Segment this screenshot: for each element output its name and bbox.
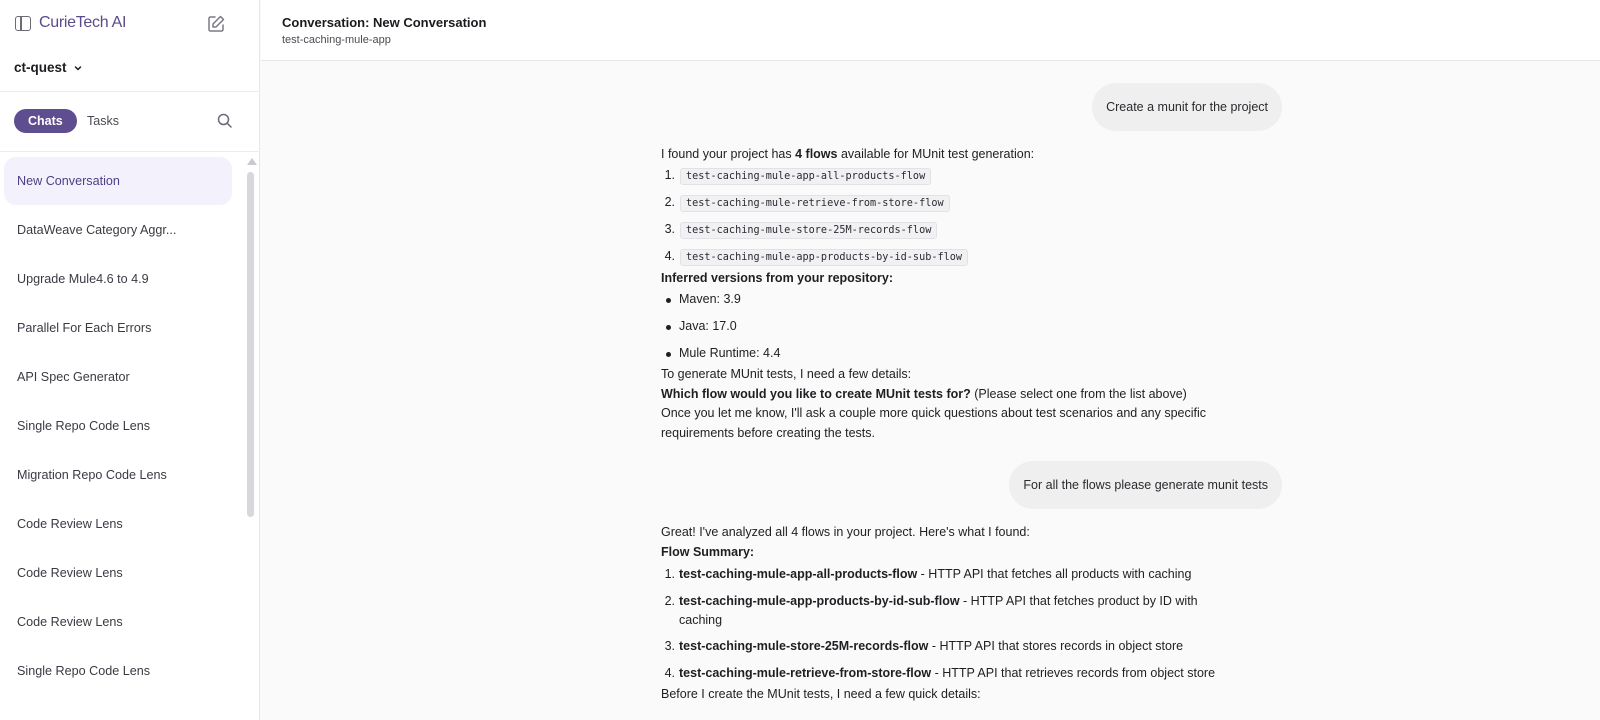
- conversation-item[interactable]: API Spec Generator: [17, 370, 130, 384]
- text: Which flow would you like to create MUnit tests for?: [661, 387, 971, 401]
- conversation-header: [261, 0, 1600, 61]
- scroll-up-arrow-icon[interactable]: [247, 158, 257, 165]
- flow-name: test-caching-mule-retrieve-from-store-flow: [679, 666, 932, 680]
- divider: [0, 151, 260, 152]
- conversation-item[interactable]: Parallel For Each Errors: [17, 321, 152, 335]
- flow-description: caching: [679, 613, 723, 627]
- list-item: Mule Runtime: 4.4: [679, 346, 781, 360]
- list-item: 2. test-caching-mule-app-products-by-id-sub-flow - HTTP API that fetches product by ID with: [664, 594, 1198, 608]
- message-text: [661, 147, 1034, 161]
- flow-description: - HTTP API that fetches product by ID with: [959, 594, 1198, 608]
- conversation-list: [0, 157, 240, 720]
- list-item: 3. test-caching-mule-store-25M-records-flow - HTTP API that stores records in object store: [664, 639, 1184, 653]
- chat-area[interactable]: [261, 61, 1600, 720]
- brand-logo: CurieTech AI: [39, 14, 127, 31]
- sidebar-tabs: [0, 106, 260, 138]
- conversation-item[interactable]: DataWeave Category Aggr...: [17, 223, 177, 237]
- list-item: 1. test-caching-mule-app-all-products-flow: [661, 168, 931, 185]
- list-item: 1. test-caching-mule-app-all-products-flow - HTTP API that fetches all products with caching: [664, 567, 1192, 581]
- user-message: For all the flows please generate munit tests: [1009, 461, 1282, 509]
- code-flow-name: test-caching-mule-app-all-products-flow: [680, 168, 931, 185]
- search-icon[interactable]: [216, 112, 234, 130]
- conversation-item[interactable]: Code Review Lens: [17, 615, 123, 629]
- list-item: Java: 17.0: [679, 319, 737, 333]
- bullet-icon: [666, 298, 671, 303]
- flow-description: - HTTP API that retrieves records from object store: [931, 666, 1216, 680]
- new-chat-icon[interactable]: [206, 14, 226, 34]
- list-item: 3. test-caching-mule-store-25M-records-flow: [661, 222, 937, 239]
- conversation-item[interactable]: Code Review Lens: [17, 566, 123, 580]
- code-flow-name: test-caching-mule-retrieve-from-store-flow: [680, 195, 950, 212]
- sidebar-toggle-icon[interactable]: [15, 16, 31, 31]
- text: available for MUnit test generation:: [837, 147, 1035, 161]
- message-text: Once you let me know, I'll ask a couple more quick questions about test scenarios and any specific: [661, 406, 1207, 420]
- workspace-name: ct-quest: [14, 60, 67, 75]
- conversation-item[interactable]: Upgrade Mule4.6 to 4.9: [17, 272, 149, 286]
- conversation-item[interactable]: Single Repo Code Lens: [17, 664, 151, 678]
- page-title: Conversation: New Conversation: [282, 15, 487, 30]
- tab-tasks[interactable]: Tasks: [87, 114, 119, 128]
- list-item: 2. test-caching-mule-retrieve-from-store-flow: [661, 195, 950, 212]
- section-heading: Inferred versions from your repository:: [661, 271, 894, 285]
- message-text: [661, 387, 1187, 401]
- message-text: Before I create the MUnit tests, I need a few quick details:: [661, 687, 981, 701]
- flow-name: test-caching-mule-app-all-products-flow: [679, 567, 918, 581]
- code-flow-name: test-caching-mule-store-25M-records-flow: [680, 222, 937, 239]
- message-text: requirements before creating the tests.: [661, 426, 876, 440]
- section-heading: Flow Summary:: [661, 545, 755, 559]
- scrollbar-thumb[interactable]: [247, 172, 254, 517]
- conversation-item[interactable]: New Conversation: [4, 157, 232, 205]
- text: 4 flows: [795, 147, 838, 161]
- list-item: 4. test-caching-mule-retrieve-from-store-flow - HTTP API that retrieves records from object store: [664, 666, 1216, 680]
- project-name: test-caching-mule-app: [282, 34, 391, 46]
- tab-chats[interactable]: Chats: [14, 109, 77, 133]
- flow-name: test-caching-mule-app-products-by-id-sub-flow: [679, 594, 960, 608]
- chevron-down-icon: [73, 63, 83, 73]
- flow-name: test-caching-mule-store-25M-records-flow: [679, 639, 929, 653]
- user-message: Create a munit for the project: [1092, 83, 1282, 131]
- message-text: Great! I've analyzed all 4 flows in your project. Here's what I found:: [661, 525, 1030, 539]
- brand-row: [0, 0, 260, 48]
- bullet-icon: [666, 325, 671, 330]
- flow-description: - HTTP API that stores records in object store: [928, 639, 1184, 653]
- code-flow-name: test-caching-mule-app-products-by-id-sub-flow: [680, 249, 968, 266]
- text: I found your project has: [661, 147, 796, 161]
- message-text: To generate MUnit tests, I need a few details:: [661, 367, 912, 381]
- text: (Please select one from the list above): [970, 387, 1187, 401]
- list-item: Maven: 3.9: [679, 292, 741, 306]
- bullet-icon: [666, 352, 671, 357]
- conversation-item[interactable]: Migration Repo Code Lens: [17, 468, 167, 482]
- conversation-item[interactable]: Code Review Lens: [17, 517, 123, 531]
- workspace-selector[interactable]: [14, 60, 83, 75]
- flow-description: - HTTP API that fetches all products with caching: [917, 567, 1192, 581]
- list-item: 4. test-caching-mule-app-products-by-id-sub-flow: [661, 249, 968, 266]
- divider: [0, 91, 260, 92]
- sidebar: [0, 0, 260, 720]
- conversation-item[interactable]: Single Repo Code Lens: [17, 419, 151, 433]
